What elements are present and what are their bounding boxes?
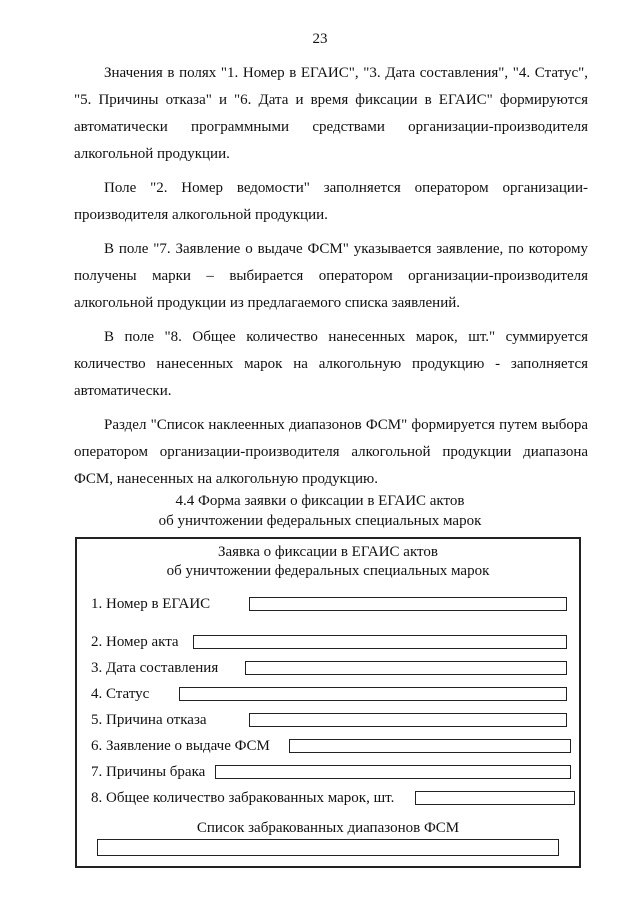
field-label: 1. Номер в ЕГАИС [91, 596, 211, 612]
field-label: 2. Номер акта [91, 634, 179, 650]
defective-ranges-list[interactable] [97, 839, 559, 856]
form-title [77, 543, 579, 581]
field-row-defective-count [91, 788, 575, 808]
field-row-fsm-application [91, 736, 571, 756]
paragraph: В поле "8. Общее количество нанесенных марок, шт." суммируется количество нанесенных марок на алкогольную продукцию - заполняется автоматически. [74, 329, 588, 399]
section-heading-line2: об уничтожении федеральных специальных марок [158, 513, 482, 529]
paragraph: Поле "2. Номер ведомости" заполняется оператором организации-производителя алкогольной продукции. [74, 180, 588, 223]
section-heading [0, 491, 640, 531]
field-label: 7. Причины брака [91, 764, 206, 780]
paragraph: Раздел "Список наклеенных диапазонов ФСМ" формируется путем выбора оператором организации-производителя алкогольной продукции диапазона ФСМ, нанесенных на алкогольную продукцию. [74, 417, 588, 487]
defective-count-field[interactable] [415, 791, 575, 805]
field-row-rejection-reason [91, 710, 567, 730]
field-label: 4. Статус [91, 686, 150, 702]
form-title-line2: об уничтожении федеральных специальных марок [166, 563, 490, 579]
rejection-reason-field[interactable] [249, 713, 567, 727]
section-heading-line1: 4.4 Форма заявки о фиксации в ЕГАИС актов [175, 493, 465, 509]
paragraph: Значения в полях "1. Номер в ЕГАИС", "3. Дата составления", "4. Статус", "5. Причины отказа" и "6. Дата и время фиксации в ЕГАИС" формируются автоматически программными средствами организации-производителя алкогольной продукции. [74, 65, 588, 162]
field-row-creation-date [91, 658, 567, 678]
defective-ranges-title: Список забракованных диапазонов ФСМ [196, 820, 460, 836]
application-form [75, 537, 581, 868]
form-title-line1: Заявка о фиксации в ЕГАИС актов [217, 544, 438, 560]
defect-reasons-field[interactable] [215, 765, 571, 779]
field-row-defect-reasons [91, 762, 571, 782]
field-label: 8. Общее количество забракованных марок, шт. [91, 790, 395, 806]
field-label: 5. Причина отказа [91, 712, 207, 728]
page-number: 23 [312, 31, 328, 47]
act-number-field[interactable] [193, 635, 567, 649]
creation-date-field[interactable] [245, 661, 567, 675]
paragraph: В поле "7. Заявление о выдаче ФСМ" указывается заявление, по которому получены марки – выбирается оператором организации-производителя алкогольной продукции из предлагаемого списка заявлений. [74, 241, 588, 311]
field-row-act-number [91, 632, 567, 652]
status-field[interactable] [179, 687, 567, 701]
fsm-application-field[interactable] [289, 739, 571, 753]
field-row-egais-number [91, 594, 567, 614]
body-text [74, 60, 588, 500]
field-label: 6. Заявление о выдаче ФСМ [91, 738, 270, 754]
egais-number-field[interactable] [249, 597, 567, 611]
field-label: 3. Дата составления [91, 660, 219, 676]
field-row-status [91, 684, 567, 704]
